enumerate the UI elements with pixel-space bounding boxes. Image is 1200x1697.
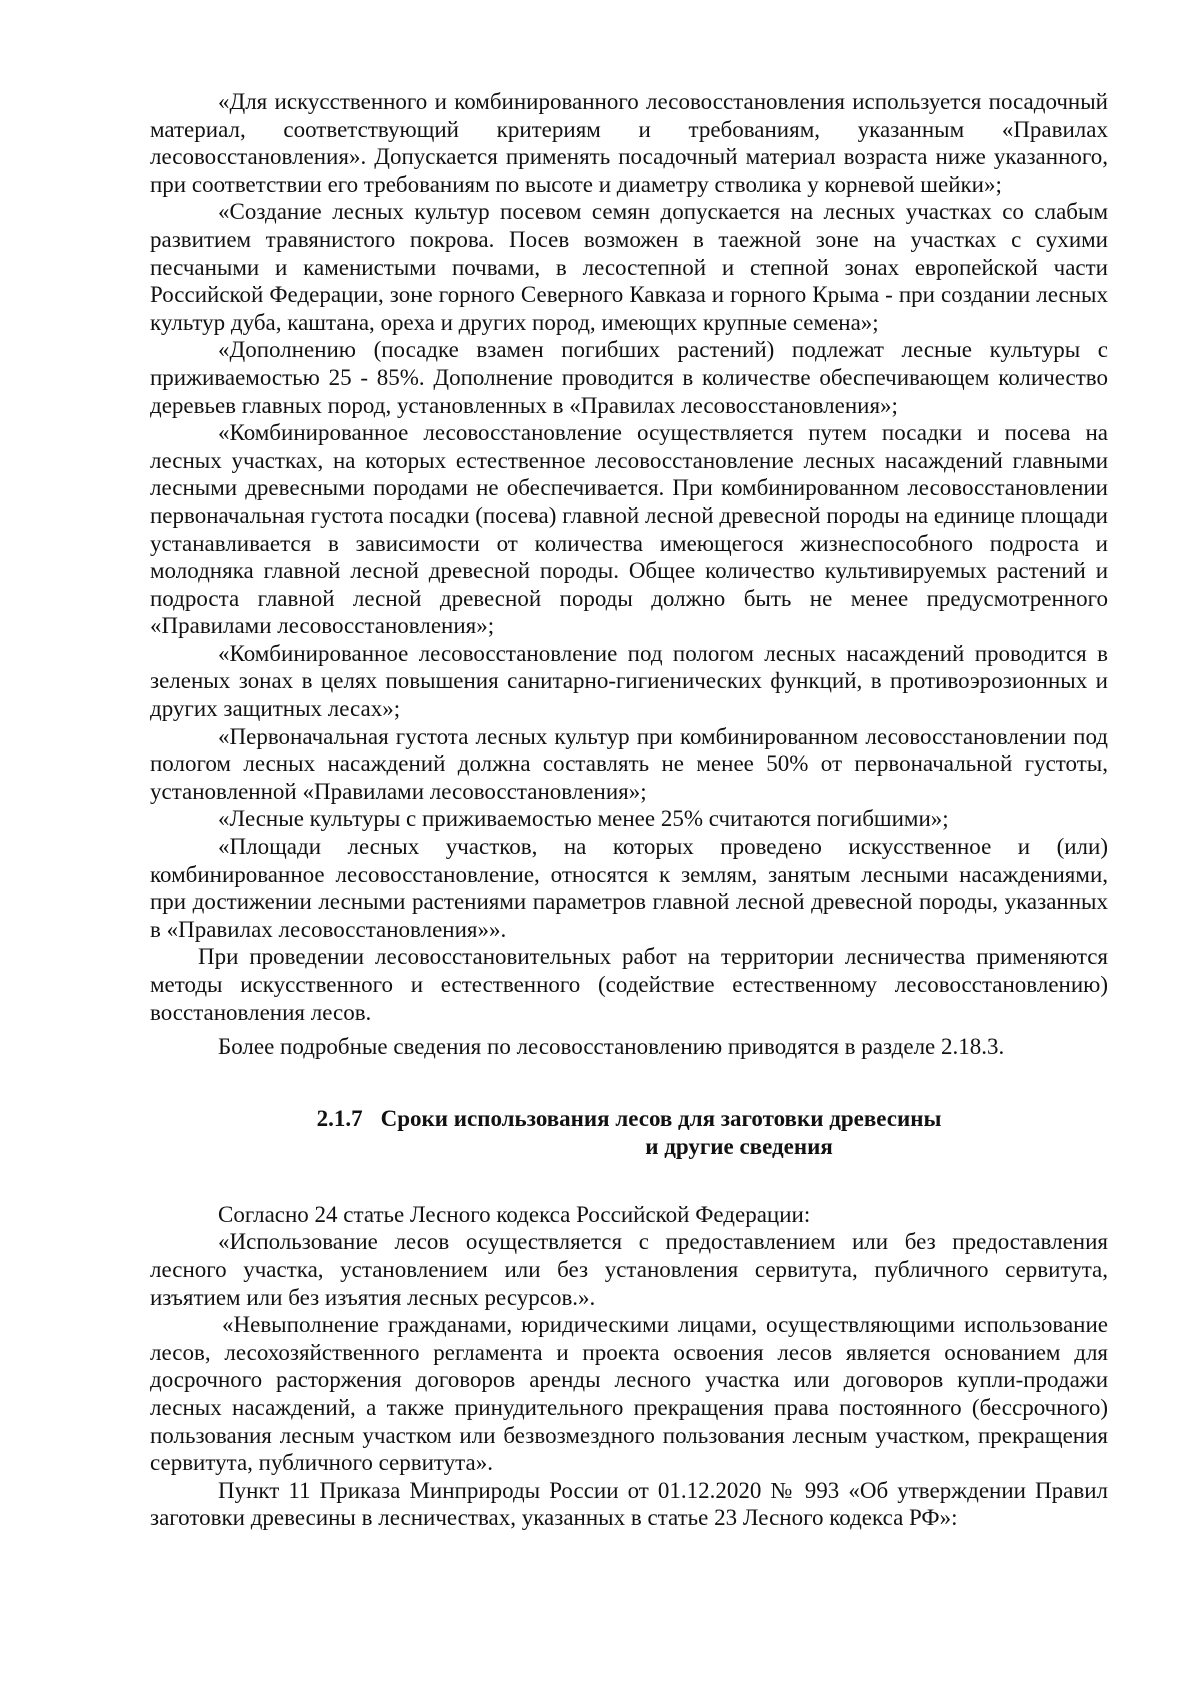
paragraph-order-993: Пункт 11 Приказа Минприроды России от 01.12.2020 № 993 «Об утверждении Правил заготовки древесины в лесничествах, указанных в статье 23 Лесного кодекса РФ»: xyxy=(150,1477,1108,1531)
paragraph-article-24: Согласно 24 статье Лесного кодекса Российской Федерации: xyxy=(218,1201,811,1227)
paragraph-initial-density: «Первоначальная густота лесных культур при комбинированном лесовосстановлении под пологом лесных насаждений должна составлять не менее 50% от первоначальной густоты, установленной «Правилами лесовосстановления»; xyxy=(150,723,1108,804)
section-number: 2.1.7 xyxy=(316,1105,363,1131)
paragraph-non-compliance: «Невыполнение гражданами, юридическими лицами, осуществляющими использование лесов, лесохозяйственного регламента и проекта освоения лесов является основанием для досрочного расторжения договоров аренды лесного участка или договоров купли-продажи лесных насаждений, а также принудительного прекращения права постоянного (бессрочного) пользования лесным участком или безвозмездного пользования лесным участком, прекращения сервитута, публичного сервитута». xyxy=(150,1312,1108,1476)
paragraph-combined-under-canopy: «Комбинированное лесовосстановление под пологом лесных насаждений проводится в зеленых зонах в целях повышения санитарно-гигиенических функций, в противоэрозионных и других защитных лесах»; xyxy=(150,640,1108,722)
paragraph-seed-sowing: «Создание лесных культур посевом семян допускается на лесных участках со слабым развитием травянистого покрова. Посев возможен в таежной зоне на участках с сухими песчаными и каменистыми почвами, в лесостепной и степной зонах европейской части Российской Федерации, зоне горного Северного Кавказа и горного Крыма - при создании лесных культур дуба, каштана, ореха и других пород, имеющих крупные семена»; xyxy=(150,199,1108,335)
section-title-line2: и другие сведения xyxy=(645,1133,833,1159)
section-title-line1: Сроки использования лесов для заготовки древесины xyxy=(380,1105,942,1131)
section-heading-line1 xyxy=(150,1105,1108,1133)
paragraph-section-reference: Более подробные сведения по лесовосстановлению приводятся в разделе 2.18.3. xyxy=(218,1034,1005,1060)
paragraph-combined-reforestation: «Комбинированное лесовосстановление осуществляется путем посадки и посева на лесных участках, на которых естественное лесовосстановление лесных насаждений главными лесными древесными породами не обеспечивается. При комбинированном лесовосстановлении первоначальная густота посадки (посева) главной лесной древесной породы на единице площади устанавливается в зависимости от количества имеющегося жизнеспособного подроста и молодняка главной лесной древесной породы. Общее количество культивируемых растений и подроста главной лесной древесной породы должно быть не менее предусмотренного «Правилами лесовосстановления»; xyxy=(150,420,1108,639)
section-heading xyxy=(150,1105,1108,1161)
paragraph-reforestation-methods: При проведении лесовосстановительных работ на территории лесничества применяются методы искусственного и естественного (содействие естественному лесовосстановлению) восстановления лесов. xyxy=(150,944,1108,1025)
paragraph-land-areas: «Площади лесных участков, на которых проведено искусственное и (или) комбинированное лесовосстановление, относятся к землям, занятым лесными насаждениями, при достижении лесными растениями параметров главной лесной древесной породы, указанных в «Правилах лесовосстановления»». xyxy=(150,834,1108,942)
paragraph-forest-use: «Использование лесов осуществляется с предоставлением или без предоставления лесного участка, установлением или без установления сервитута, публичного сервитута, изъятием или без изъятия лесных ресурсов.». xyxy=(150,1229,1108,1310)
document-page xyxy=(150,88,1108,1532)
paragraph-planting-material: «Для искусственного и комбинированного лесовосстановления используется посадочный материал, соответствующий критериям и требованиям, указанным «Правилах лесовосстановления». Допускается применять посадочный материал возраста ниже указанного, при соответствии его требованиям по высоте и диаметру стволика у корневой шейки»; xyxy=(150,89,1108,197)
paragraph-dead-cultures: «Лесные культуры с приживаемостью менее 25% считаются погибшими»; xyxy=(218,806,949,832)
paragraph-supplementary-planting: «Дополнению (посадке взамен погибших растений) подлежат лесные культуры с приживаемостью 25 - 85%. Дополнение проводится в количестве обеспечивающем количество деревьев главных пород, установленных в «Правилах лесовосстановления»; xyxy=(150,337,1108,418)
